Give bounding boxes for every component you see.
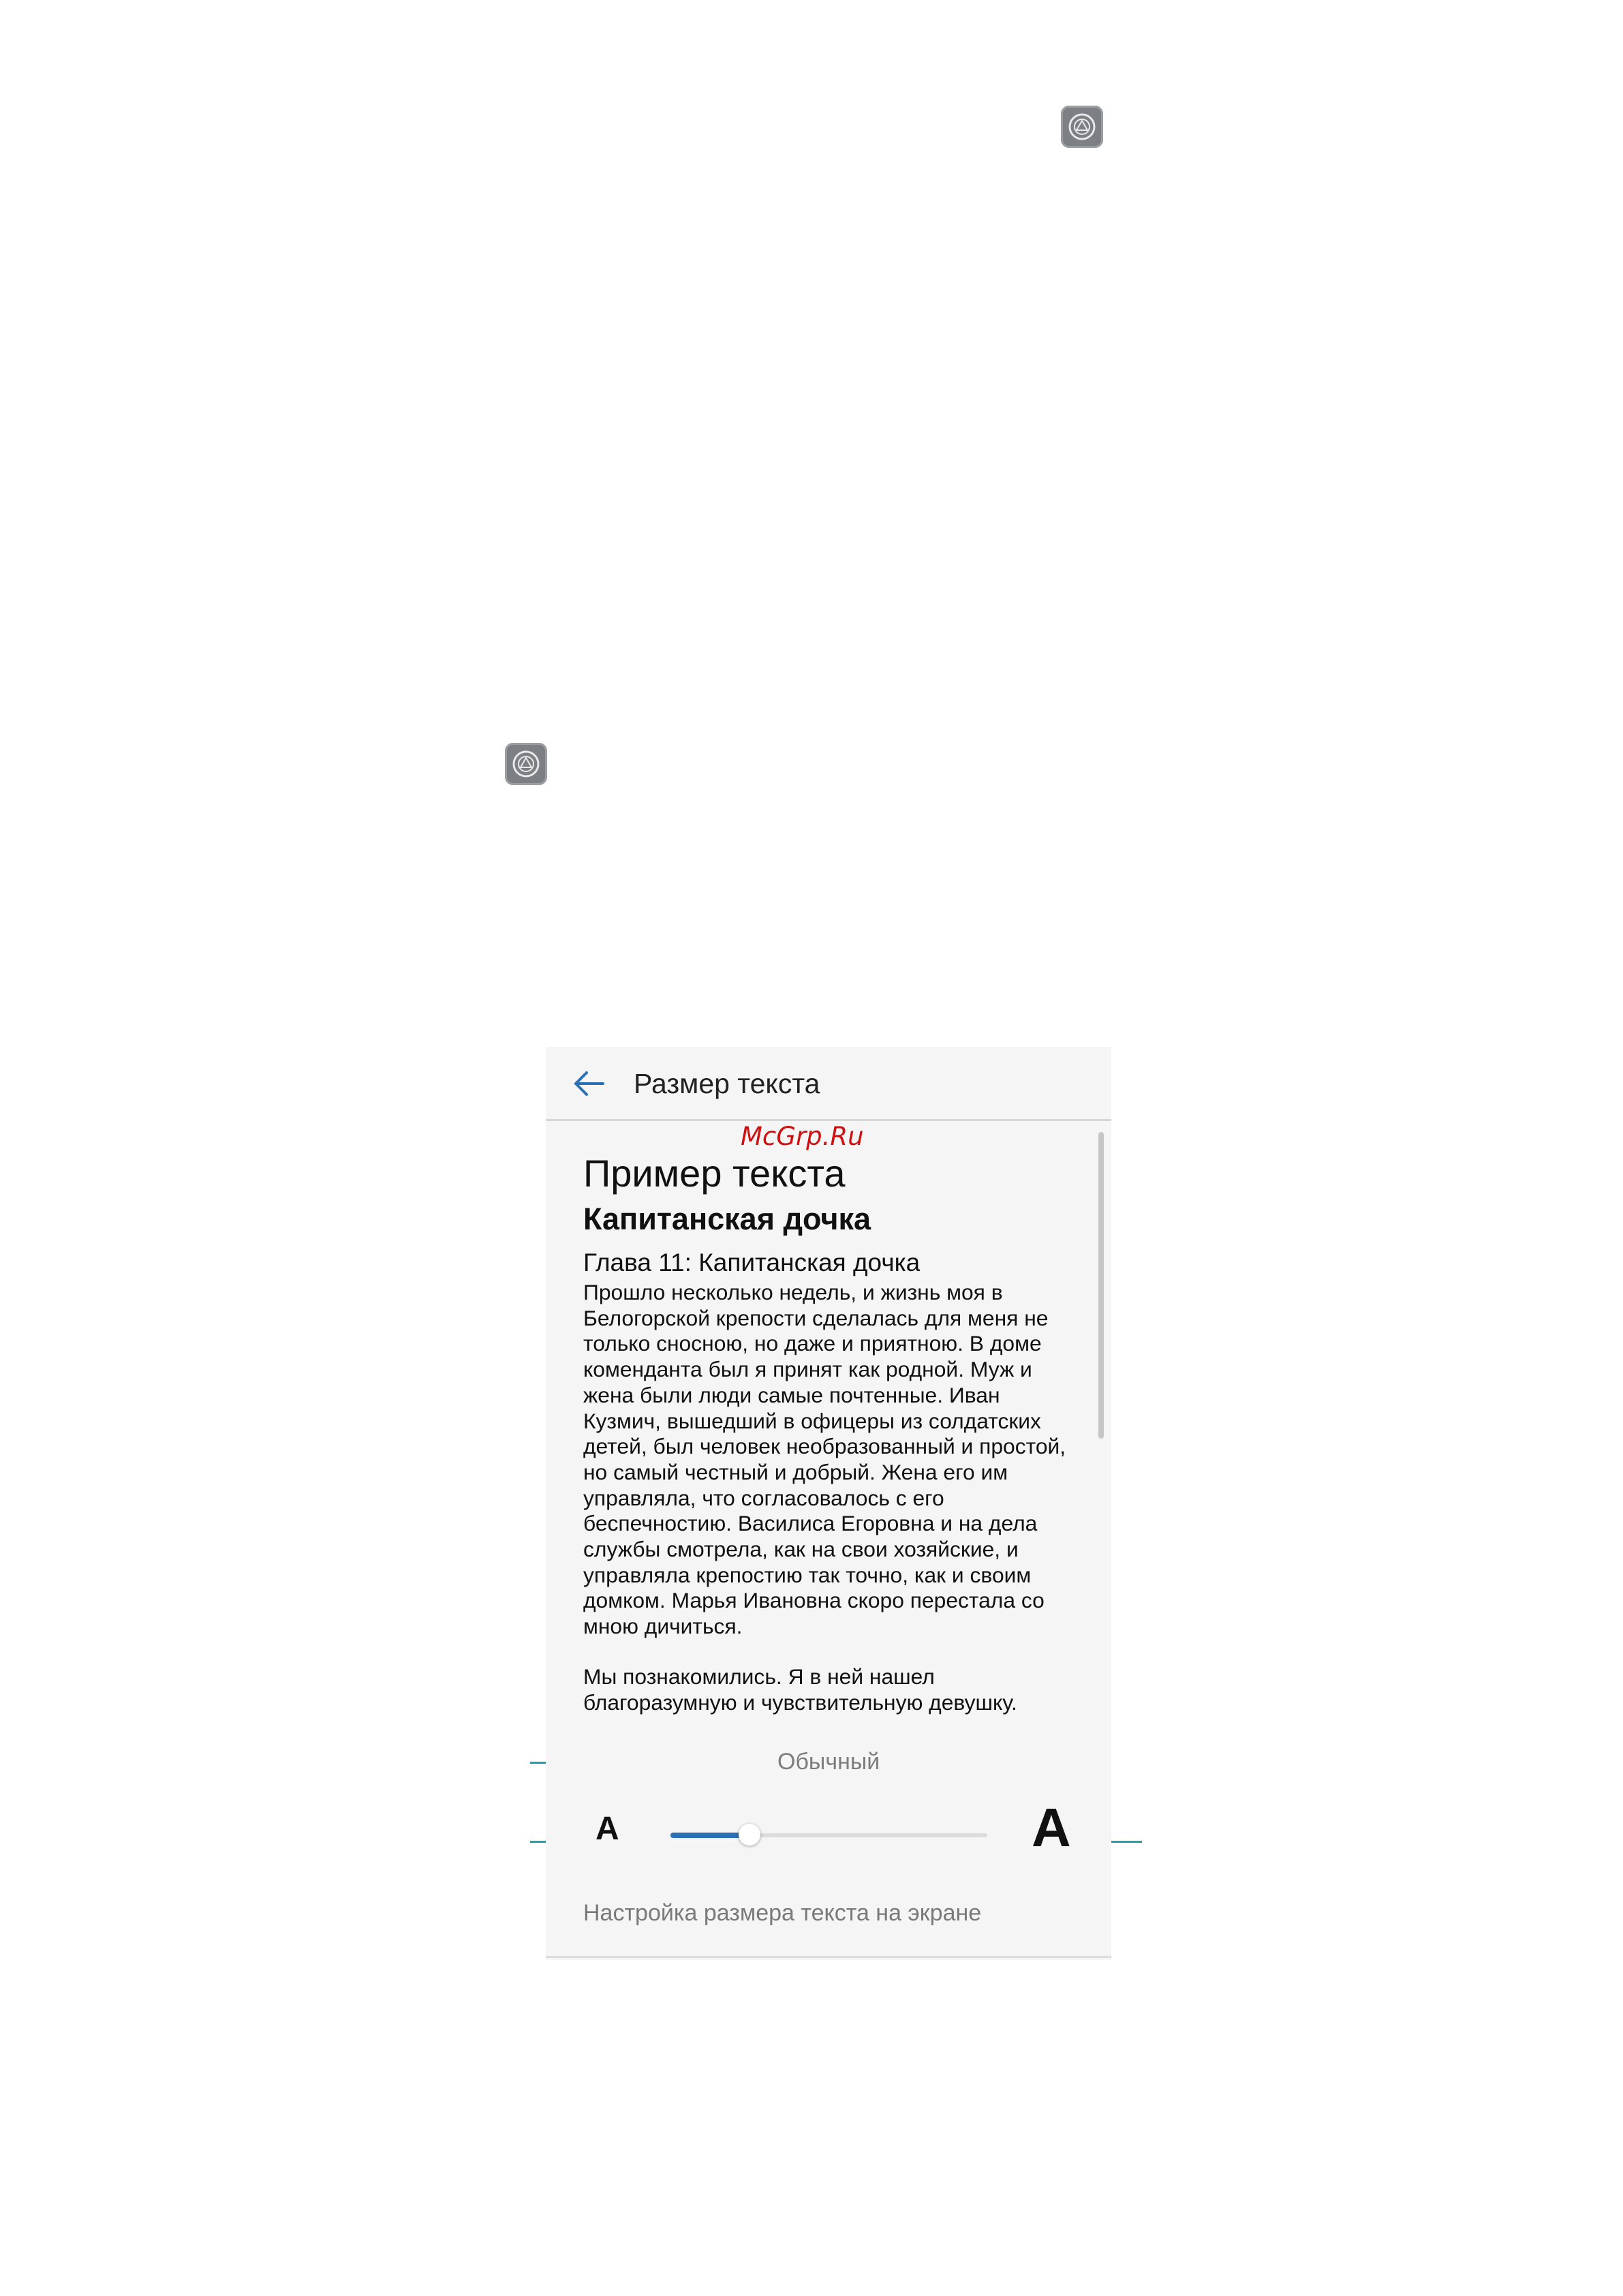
sample-text-preview (583, 1149, 1074, 1725)
sample-heading: Пример текста (583, 1152, 846, 1195)
large-text-glyph: A (1032, 1797, 1071, 1858)
app-bar (546, 1047, 1111, 1119)
scrollbar[interactable] (1098, 1132, 1104, 1439)
current-size-label: Обычный (777, 1749, 880, 1775)
sample-subheading: Капитанская дочка (583, 1201, 871, 1236)
settings-gear-icon (1061, 106, 1103, 148)
back-button[interactable] (572, 1066, 607, 1101)
sample-chapter-title: Глава 11: Капитанская дочка (583, 1249, 921, 1276)
font-size-slider-fill (670, 1833, 749, 1838)
header-divider (546, 1119, 1111, 1121)
page-title: Размер текста (634, 1068, 820, 1099)
font-size-slider-thumb[interactable] (739, 1824, 760, 1846)
settings-gear-icon (505, 743, 547, 785)
settings-app-icon (505, 743, 547, 785)
small-text-glyph: A (596, 1811, 619, 1847)
text-size-screen (546, 1047, 1111, 1960)
setting-description: Настройка размера текста на экране (583, 1900, 982, 1926)
sample-paragraph: Мы познакомились. Я в ней нашел благоразумную и чувствительную девушку. (583, 1664, 1017, 1715)
settings-app-icon (1061, 106, 1103, 148)
watermark: McGrp.Ru (741, 1122, 864, 1151)
back-arrow-icon (572, 1066, 607, 1101)
bottom-divider (546, 1956, 1111, 1958)
sample-paragraph: Прошло несколько недель, и жизнь моя в Белогорской крепости сделалась для меня не только сносною, но даже и приятною. В доме коменданта был я принят как родной. Муж и жена были люди самые почтенные. Иван Кузмич, вышедший в офицеры из солдатских детей, был человек необразованный и простой, но самый честный и добрый. Жена его им управляла, что согласовалось с его беспечностию. Василиса Егоровна и на дела службы смотрела, как на свои хозяйские, и управляла крепостию так точно, как и своим домком. Марья Ивановна скоро перестала со мною дичиться. (583, 1280, 1066, 1639)
